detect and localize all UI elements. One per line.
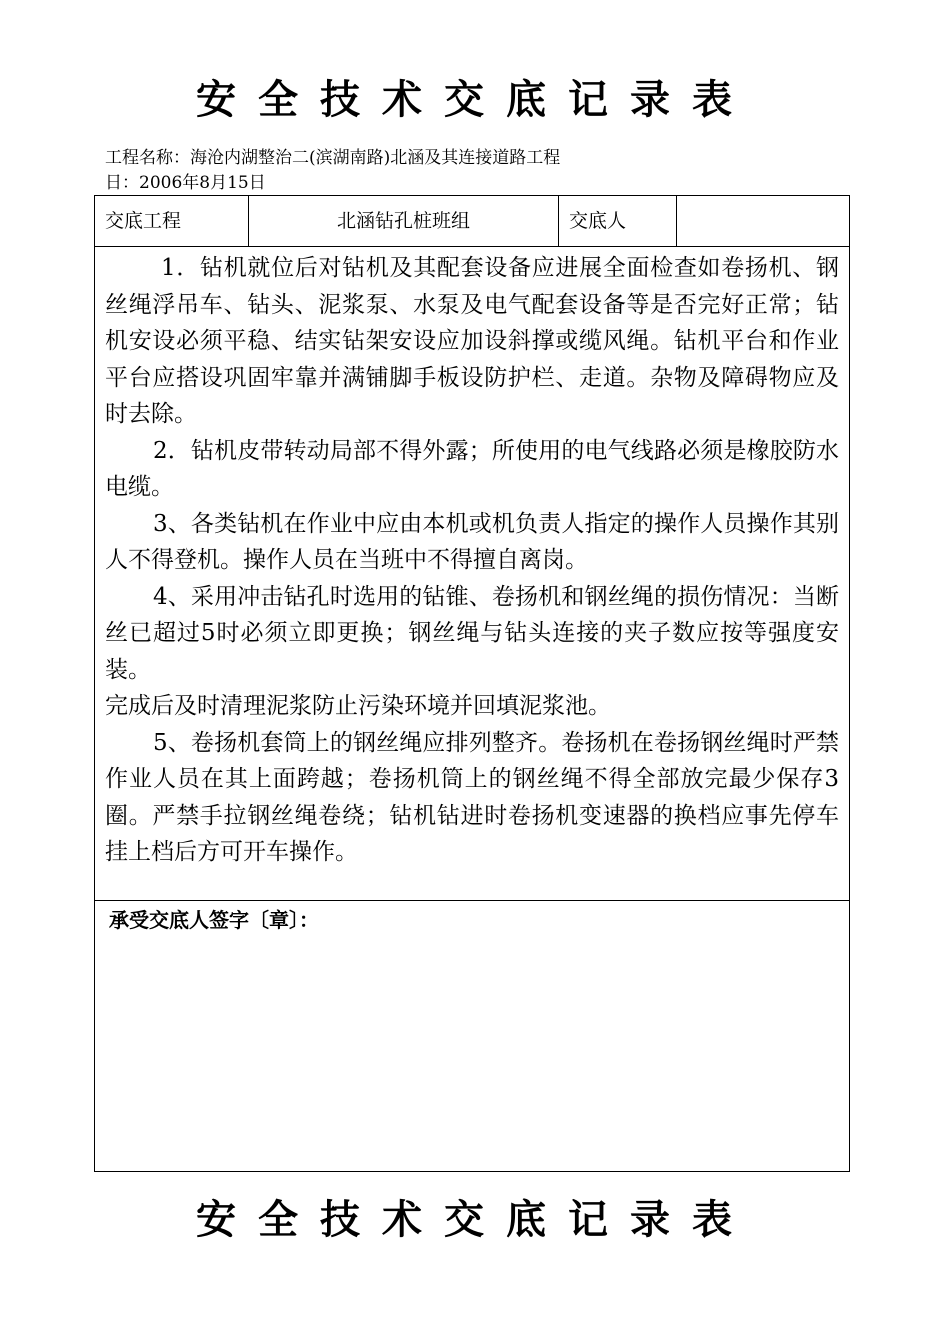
label-project: 交底工程 [95, 196, 249, 246]
label-person: 交底人 [559, 196, 677, 246]
project-name-line: 工程名称：海沧内湖整治二(滨湖南路)北涵及其连接道路工程 [105, 148, 561, 168]
signature-label: 承受交底人签字〔章〕： [109, 908, 319, 932]
paragraph-4: 4、采用冲击钻孔时选用的钻锥、卷扬机和钢丝绳的损伤情况：当断丝已超过5时必须立即更换；钢丝绳与钻头连接的夹子数应按等强度安装。 [105, 583, 839, 683]
paragraph-2: 2．钻机皮带转动局部不得外露；所使用的电气线路必须是橡胶防水电缆。 [105, 437, 839, 500]
date-line: 日：2006年8月15日 [105, 173, 266, 193]
page-title: 安全技术交底记录表 [196, 76, 754, 123]
footer-title: 安全技术交底记录表 [196, 1196, 754, 1243]
record-table [94, 195, 850, 1172]
briefing-content [95, 246, 849, 901]
value-person [677, 196, 849, 246]
paragraph-6: 5、卷扬机套筒上的钢丝绳应排列整齐。卷扬机在卷扬钢丝绳时严禁作业人员在其上面跨越；卷扬机筒上的钢丝绳不得全部放完最少保存3圈。严禁手拉钢丝绳卷绕；钻机钻进时卷扬机变速器的换档应事先停车挂上档后方可开车操作。 [105, 729, 839, 865]
paragraph-1: 1．钻机就位后对钻机及其配套设备应进展全面检查如卷扬机、钢丝绳浮吊车、钻头、泥浆泵、水泵及电气配套设备等是否完好正常；钻机安设必须平稳、结实钻架安设应加设斜撑或缆风绳。钻机平台和作业平台应搭设巩固牢靠并满铺脚手板设防护栏、走道。杂物及障碍物应及时去除。 [105, 255, 839, 427]
table-header-row [95, 196, 849, 247]
paragraph-3: 3、各类钻机在作业中应由本机或机负责人指定的操作人员操作其别人不得登机。操作人员在当班中不得擅自离岗。 [105, 510, 839, 573]
paragraph-5: 完成后及时清理泥浆防止污染环境并回填泥浆池。 [105, 693, 611, 719]
value-project: 北涵钻孔桩班组 [249, 196, 559, 246]
